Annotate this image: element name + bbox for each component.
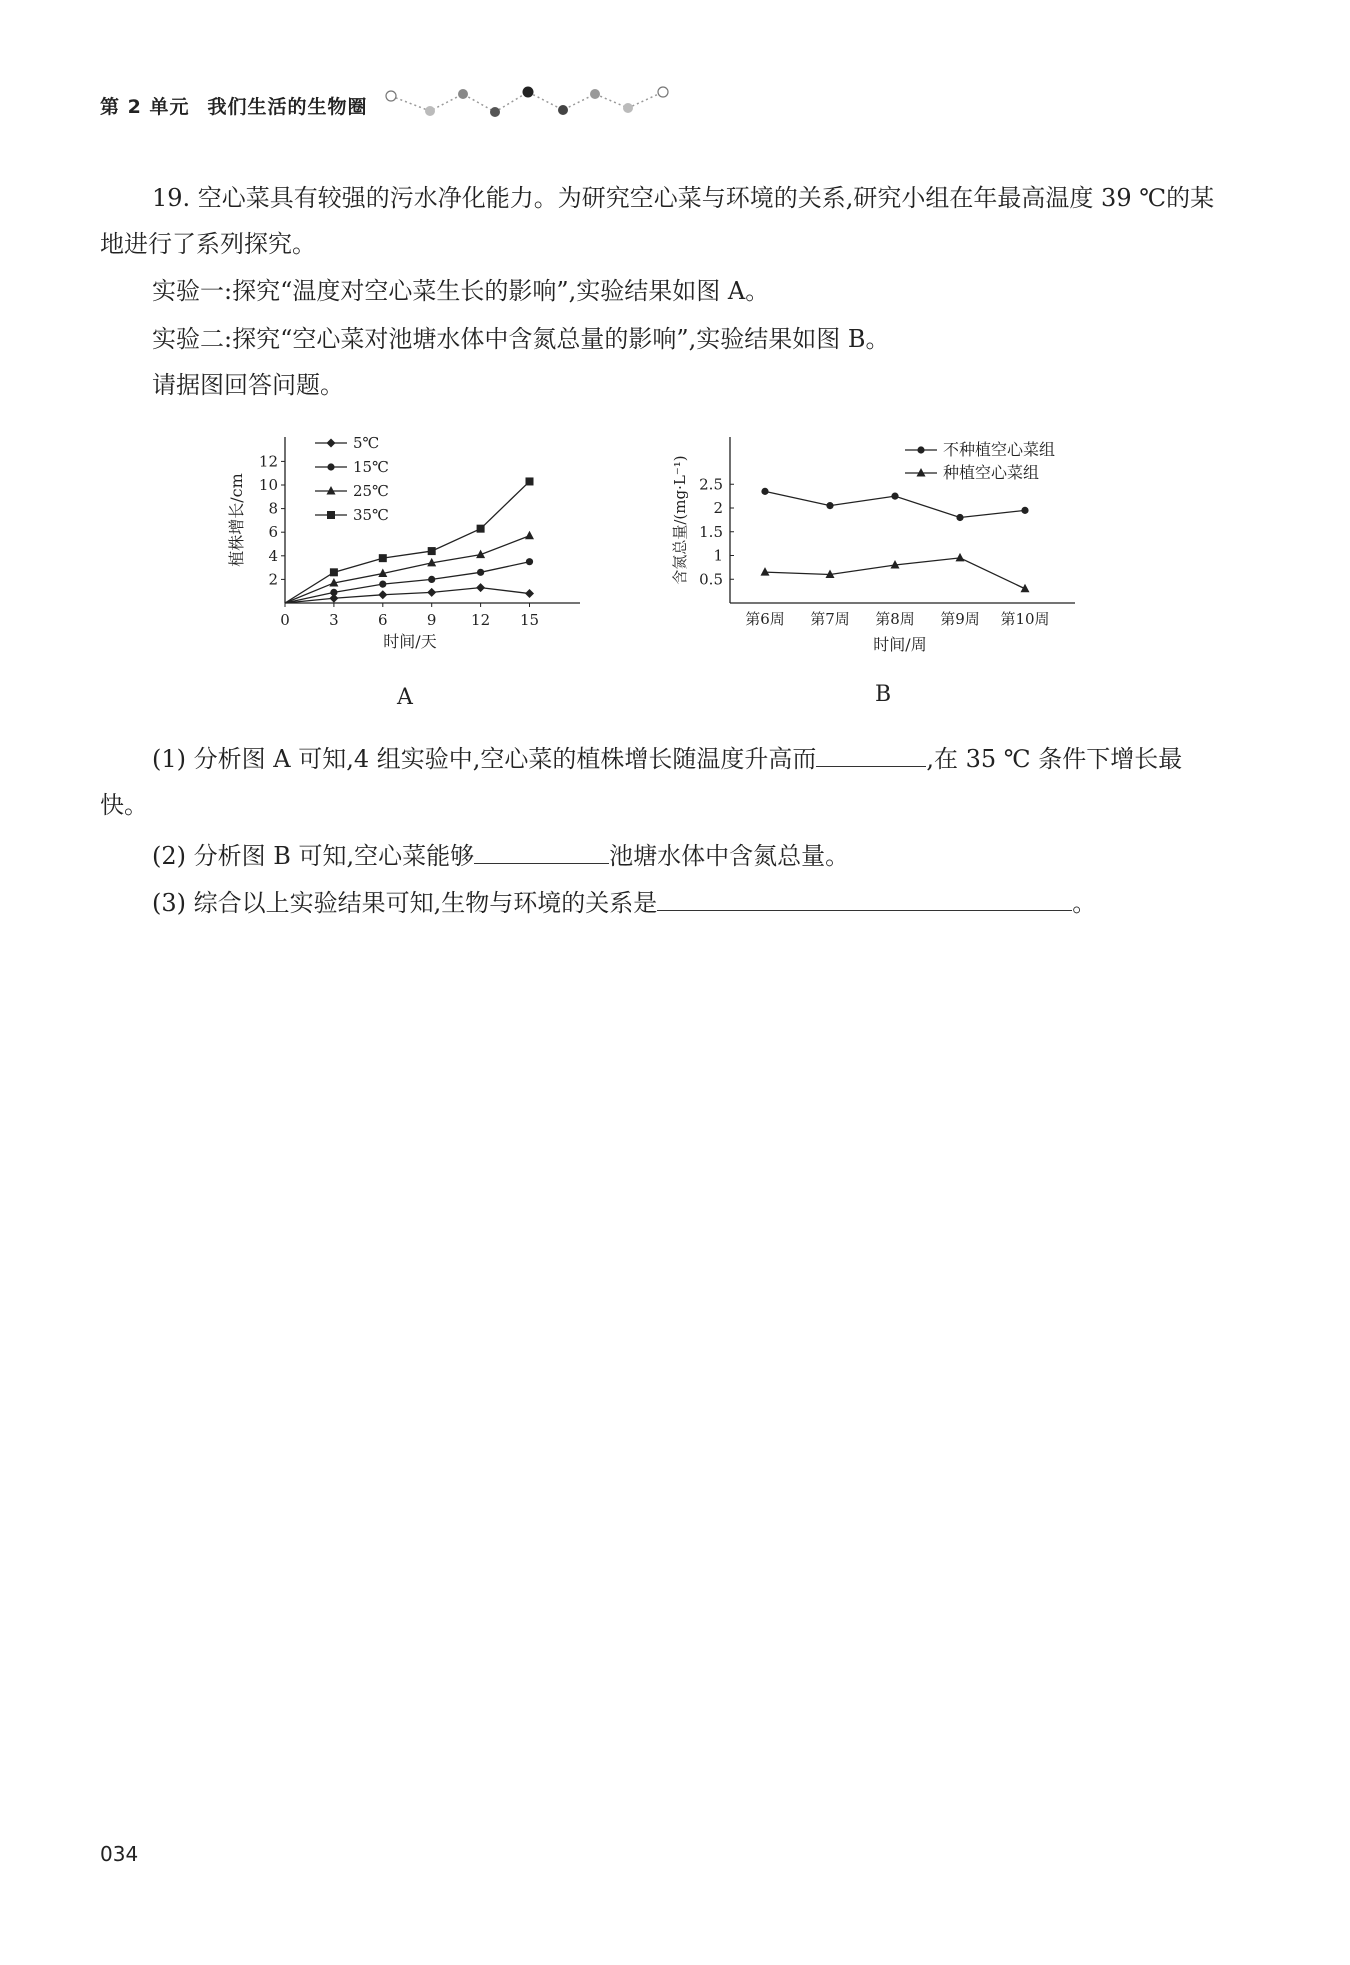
question-prompt: 请据图回答问题。 xyxy=(152,371,344,399)
figure-a-label: A xyxy=(397,685,413,710)
figure-b-label: B xyxy=(875,682,892,707)
x-axis-title: 时间/天 xyxy=(383,632,437,651)
subquestion-2 xyxy=(152,833,1282,879)
page-header xyxy=(100,92,385,119)
legend-marker xyxy=(917,468,926,477)
legend-marker xyxy=(917,446,924,453)
series-line xyxy=(285,481,530,603)
data-point xyxy=(525,589,534,598)
question-intro: 19. 空心菜具有较强的污水净化能力。为研究空心菜与环境的关系,研究小组在年最高温度 39 ℃的某地进行了系列探究。 xyxy=(100,184,1215,258)
subquestion-2-text-a: (2) 分析图 B 可知,空心菜能够 xyxy=(152,842,475,870)
x-tick-label: 第6周 xyxy=(745,610,785,628)
x-axis-title: 时间/周 xyxy=(873,635,927,654)
chart-a xyxy=(220,425,600,670)
answer-blank-3[interactable] xyxy=(657,882,1072,911)
unit-title: 我们生活的生物圈 xyxy=(207,96,368,118)
legend-marker xyxy=(327,439,336,448)
y-tick-label: 2 xyxy=(268,570,278,589)
subquestion-3 xyxy=(152,880,1282,926)
subquestion-1-text-a: (1) 分析图 A 可知,4 组实验中,空心菜的植株增长随温度升高而 xyxy=(152,745,817,773)
experiment-two: 实验二:探究“空心菜对池塘水体中含氮总量的影响”,实验结果如图 B。 xyxy=(152,325,890,353)
y-tick-label: 2 xyxy=(713,499,723,517)
legend-marker xyxy=(327,511,335,519)
legend-label: 5℃ xyxy=(353,434,380,452)
data-point xyxy=(476,583,485,592)
legend-label: 35℃ xyxy=(353,506,389,524)
subquestion-1 xyxy=(100,736,1230,828)
data-point xyxy=(525,531,534,540)
data-point xyxy=(956,553,965,562)
x-tick-label: 6 xyxy=(378,611,388,629)
subquestion-2-text-b: 池塘水体中含氮总量。 xyxy=(609,842,850,870)
data-point xyxy=(330,568,338,576)
y-tick-label: 0.5 xyxy=(699,570,723,589)
data-point xyxy=(379,581,386,588)
legend-marker xyxy=(327,486,336,495)
experiment-one: 实验一:探究“温度对空心菜生长的影响”,实验结果如图 A。 xyxy=(152,277,770,305)
data-point xyxy=(477,569,484,576)
data-point xyxy=(761,488,768,495)
y-tick-label: 4 xyxy=(268,546,278,565)
data-point xyxy=(379,554,387,562)
legend-label: 25℃ xyxy=(353,482,389,500)
legend-marker xyxy=(327,463,334,470)
data-point xyxy=(428,576,435,583)
y-tick-label: 12 xyxy=(258,452,278,471)
data-point xyxy=(761,567,770,576)
legend-label: 种植空心菜组 xyxy=(943,463,1040,482)
subquestion-3-text-a: (3) 综合以上实验结果可知,生物与环境的关系是 xyxy=(152,889,658,917)
data-point xyxy=(427,588,436,597)
data-point xyxy=(1021,584,1030,593)
data-point xyxy=(891,493,898,500)
subquestion-3-text-b: 。 xyxy=(1072,889,1097,917)
x-tick-label: 12 xyxy=(471,611,491,629)
x-tick-label: 15 xyxy=(519,611,540,629)
x-tick-label: 3 xyxy=(329,611,339,629)
data-point xyxy=(428,547,436,555)
y-axis-title: 植株增长/cm xyxy=(227,473,246,567)
data-point xyxy=(477,525,485,533)
y-tick-label: 1.5 xyxy=(699,522,723,541)
data-point xyxy=(956,514,963,521)
subquestion-1-text-b: ,在 35 ℃ 条件下增长最快。 xyxy=(100,745,1183,819)
chart-b xyxy=(665,425,1095,670)
legend-label: 15℃ xyxy=(353,458,389,476)
y-tick-label: 1 xyxy=(713,546,723,565)
y-tick-label: 10 xyxy=(258,476,278,494)
x-tick-label: 9 xyxy=(426,611,437,629)
legend-label: 不种植空心菜组 xyxy=(943,440,1056,459)
data-point xyxy=(1021,507,1028,514)
x-tick-label: 第9周 xyxy=(940,610,980,628)
y-tick-label: 6 xyxy=(268,523,278,542)
x-tick-label: 第10周 xyxy=(1000,610,1050,628)
x-tick-label: 0 xyxy=(280,611,290,629)
data-point xyxy=(826,502,833,509)
page-number: 034 xyxy=(100,1842,139,1866)
data-point xyxy=(378,590,387,599)
unit-label: 第 2 单元 xyxy=(100,96,190,118)
x-tick-label: 第7周 xyxy=(810,610,850,628)
y-axis-title: 含氮总量/(mg·L⁻¹) xyxy=(671,455,689,585)
y-tick-label: 2.5 xyxy=(699,475,723,494)
x-tick-label: 第8周 xyxy=(875,610,915,628)
answer-blank-1[interactable] xyxy=(816,738,926,767)
data-point xyxy=(330,589,337,596)
data-point xyxy=(526,558,533,565)
answer-blank-2[interactable] xyxy=(474,835,609,864)
data-point xyxy=(526,477,534,485)
y-tick-label: 8 xyxy=(268,499,278,518)
decorative-dots xyxy=(385,82,675,118)
